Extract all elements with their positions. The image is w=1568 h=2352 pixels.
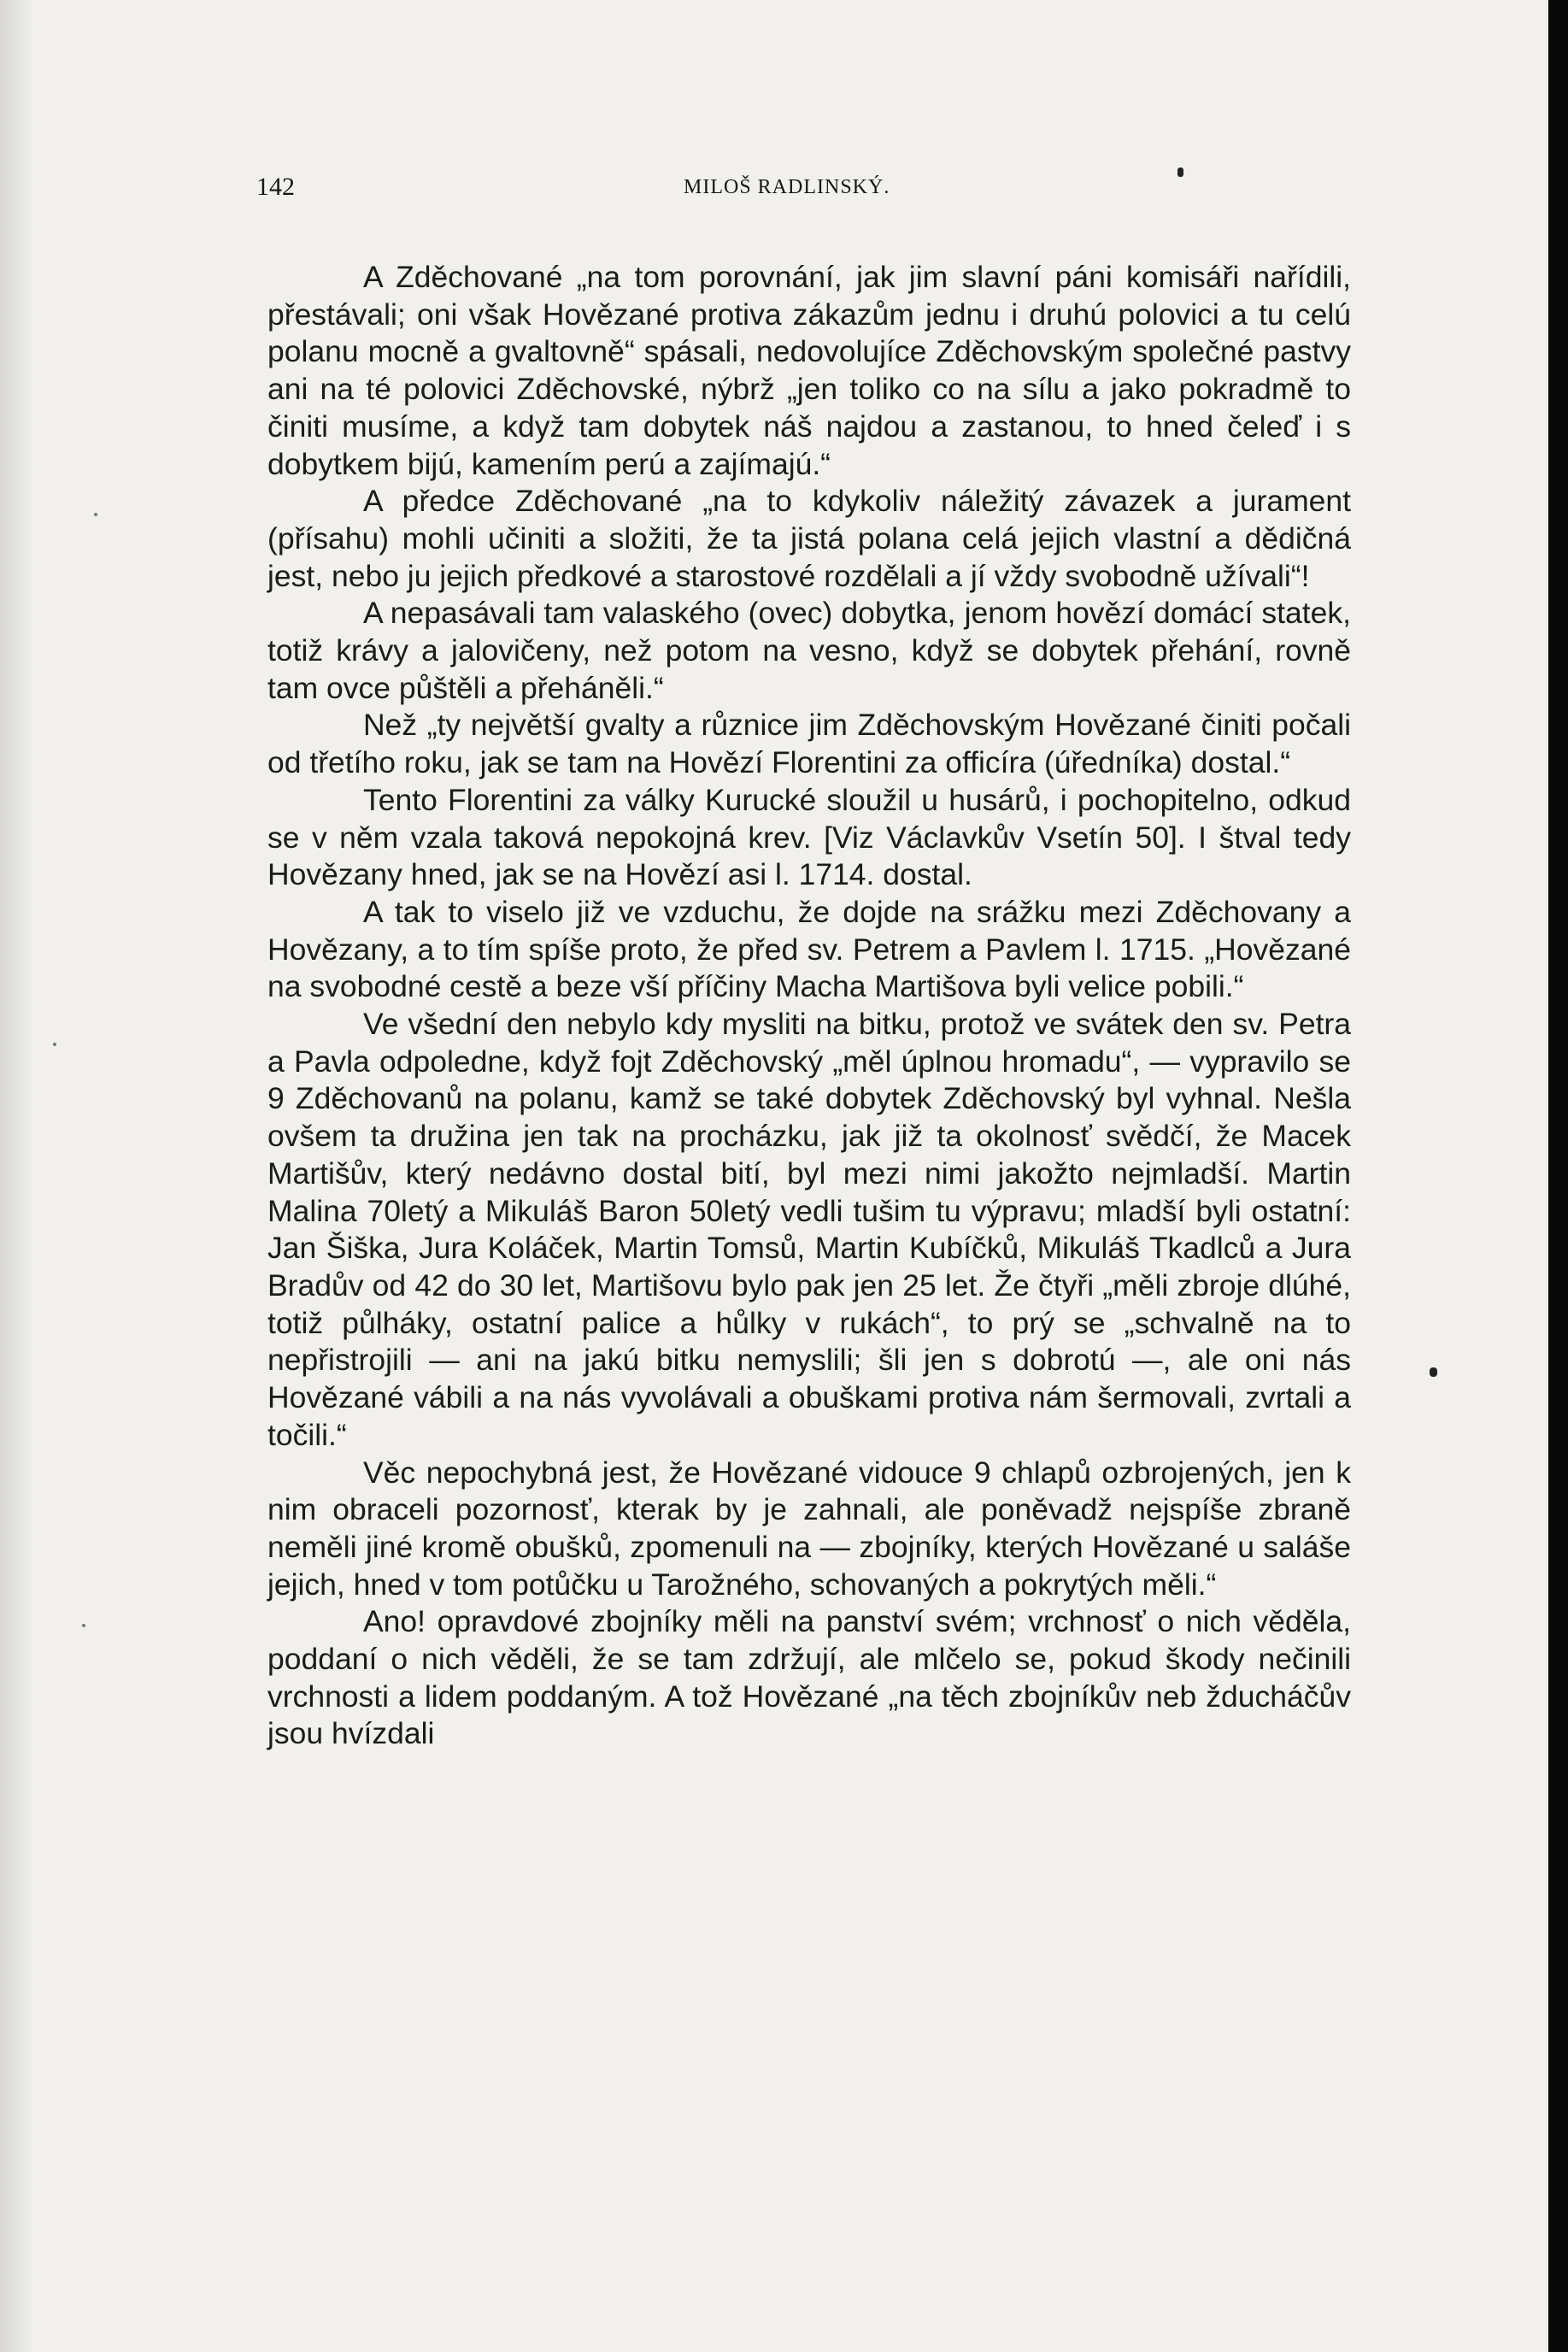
ink-speck	[1177, 168, 1183, 177]
ink-speck	[1430, 1367, 1437, 1377]
page-edge-shadow	[0, 0, 34, 2352]
paragraph: Než „ty největší gvalty a různice jim Zděchovským Hovězané činiti počali od třetího roku, jak se tam na Hovězí Florentini za officíra (úředníka) dostal.“	[267, 708, 1351, 780]
ink-speck	[53, 1043, 56, 1046]
page-number: 142	[256, 173, 295, 201]
paragraph: A Zděchované „na tom porovnání, jak jim slavní páni komisáři nařídili, přestávali; oni však Hovězané protiva zákazům jednu i druhú polovici a tu celú polanu mocně a gvaltovně“ spásali, nedovolujíce Zděchovským společné pastvy ani na té polovici Zděchovské, nýbrž „jen toliko co na sílu a jako pokradmě to činiti musíme, a když tam dobytek náš najdou a zastanou, to hned čeleď i s dobytkem bijú, kamením perú a zajímajú.“	[267, 260, 1351, 481]
page-header	[256, 173, 1350, 207]
paragraph: Ano! opravdové zbojníky měli na panství svém; vrchnosť o nich věděla, poddaní o nich věděli, že se tam zdržují, ale mlčelo se, pokud škody nečinili vrchnosti a lidem poddaným. A tož Hovězané „na těch zbojníkův neb žducháčův jsou hvízdali	[267, 1604, 1351, 1751]
paragraph: Ve všední den nebylo kdy mysliti na bitku, protož ve svátek den sv. Petra a Pavla odpoledne, když fojt Zděchovský „měl úplnou hromadu“, — vypravilo se 9 Zděchovanů na polanu, kamž se také dobytek Zděchovský byl vyhnal. Nešla ovšem ta družina jen tak na procházku, jak již ta okolnosť svědčí, že Macek Martišův, který nedávno dostal bití, byl mezi nimi jakožto nejmladší. Martin Malina 70letý a Mikuláš Baron 50letý vedli tušim tu výpravu; mladší byli ostatní: Jan Šiška, Jura Koláček, Martin Tomsů, Martin Kubíčků, Mikuláš Tkadlců a Jura Bradův od 42 do 30 let, Martišovu bylo pak jen 25 let. Že čtyři „měli zbroje dlúhé, totiž půlháky, ostatní palice a hůlky v rukách“, to prý se „schvalně na to nepřistrojili — ani na jakú bitku nemyslili; šli jen s dobrotú —, ale oni nás Hovězané vábili a na nás vyvolávali a obuškami protiva nám šermovali, zvrtali a točili.“	[267, 1007, 1351, 1452]
paragraph: A nepasávali tam valaského (ovec) dobytka, jenom hovězí domácí statek, totiž krávy a jalovičeny, než potom na vesno, když se dobytek přehání, rovně tam ovce půštěli a přeháněli.“	[267, 596, 1351, 705]
paragraph: A předce Zděchované „na to kdykoliv náležitý závazek a jurament (přísahu) mohli učiniti a složiti, že ta jistá polana celá jejich vlastní a dědičná jest, nebo ju jejich předkové a starostové rozdělali a jí vždy svobodně užívali“!	[267, 484, 1351, 593]
body-text	[267, 259, 1351, 1753]
running-title: MILOŠ RADLINSKÝ.	[684, 176, 890, 198]
ink-speck	[94, 513, 97, 516]
paragraph: A tak to viselo již ve vzduchu, že dojde na srážku mezi Zděchovany a Hovězany, a to tím spíše proto, že před sv. Petrem a Pavlem l. 1715. „Hovězané na svobodné cestě a beze vší příčiny Macha Martišova byli velice pobili.“	[267, 894, 1351, 1004]
paragraph: Tento Florentini za války Kurucké sloužil u husárů, i pochopitelno, odkud se v něm vzala taková nepokojná krev. [Viz Václavkův Vsetín 50]. I štval tedy Hovězany hned, jak se na Hovězí asi l. 1714. dostal.	[267, 782, 1351, 892]
ink-speck	[82, 1624, 85, 1627]
paragraph: Věc nepochybná jest, že Hovězané vidouce 9 chlapů ozbrojených, jen k nim obraceli pozornosť, kterak by je zahnali, ale poněvadž nejspíše zbraně neměli jiné kromě obušků, zpomenuli na — zbojníky, kterých Hovězané u saláše jejich, hned v tom potůčku u Tarožného, schovaných a pokrytých měli.“	[267, 1455, 1351, 1602]
